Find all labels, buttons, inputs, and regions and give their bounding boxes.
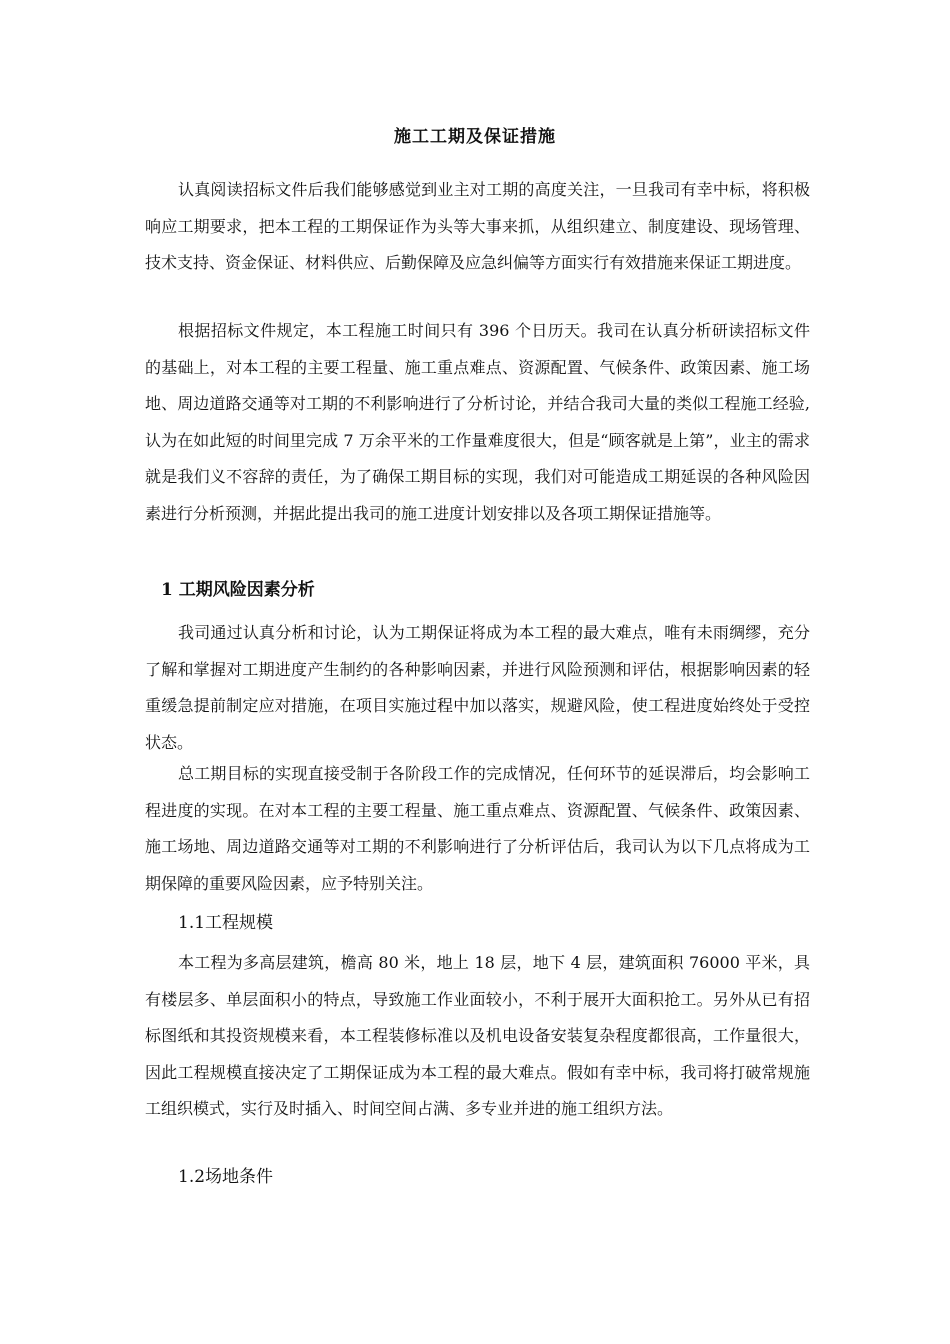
section-1-heading: 1 工期风险因素分析: [161, 580, 315, 600]
section-1-paragraph-1: 我司通过认真分析和讨论，认为工期保证将成为本工程的最大难点，唯有未雨绸缪，充分了解和掌握对工期进度产生制约的各种影响因素，并进行风险预测和评估，根据影响因素的轻重缓急提前制定应对措施，在项目实施过程中加以落实，规避风险，使工程进度始终处于受控状态。: [145, 623, 810, 752]
document-title: 施工工期及保证措施: [394, 127, 556, 147]
section-1-paragraph-2: 总工期目标的实现直接受制于各阶段工作的完成情况，任何环节的延误滞后，均会影响工程进度的实现。在对本工程的主要工程量、施工重点难点、资源配置、气候条件、政策因素、施工场地、周边道路交通等对工期的不利影响进行了分析评估后，我司认为以下几点将成为工期保障的重要风险因素，应予特别关注。: [145, 764, 810, 893]
section-1-1-heading: 1.1工程规模: [178, 913, 274, 933]
section-1-1-paragraph: 本工程为多高层建筑，檐高 80 米，地上 18 层，地下 4 层，建筑面积 76000 平米，具有楼层多、单层面积小的特点，导致施工作业面较小，不利于展开大面积抢工。另外从已有招标图纸和其投资规模来看，本工程装修标准以及机电设备安装复杂程度都很高，工作量很大，因此工程规模直接决定了工期保证成为本工程的最大难点。假如有幸中标，我司将打破常规施工组织模式，实行及时插入、时间空间占满、多专业并进的施工组织方法。: [145, 953, 810, 1118]
intro-paragraph: 认真阅读招标文件后我们能够感觉到业主对工期的高度关注，一旦我司有幸中标，将积极响应工期要求，把本工程的工期保证作为头等大事来抓，从组织建立、制度建设、现场管理、技术支持、资金保证、材料供应、后勤保障及应急纠偏等方面实行有效措施来保证工期进度。: [145, 180, 810, 272]
section-1-2-heading: 1.2场地条件: [178, 1167, 274, 1187]
basis-paragraph: 根据招标文件规定，本工程施工时间只有 396 个日历天。我司在认真分析研读招标文件的基础上，对本工程的主要工程量、施工重点难点、资源配置、气候条件、政策因素、施工场地、周边道路交通等对工期的不利影响进行了分析讨论，并结合我司大量的类似工程施工经验,认为在如此短的时间里完成 7 万余平米的工作量难度很大，但是“顾客就是上第”，业主的需求就是我们义不容辞的责任，为了确保工期目标的实现，我们对可能造成工期延误的各种风险因素进行分析预测，并据此提出我司的施工进度计划安排以及各项工期保证措施等。: [145, 321, 810, 523]
